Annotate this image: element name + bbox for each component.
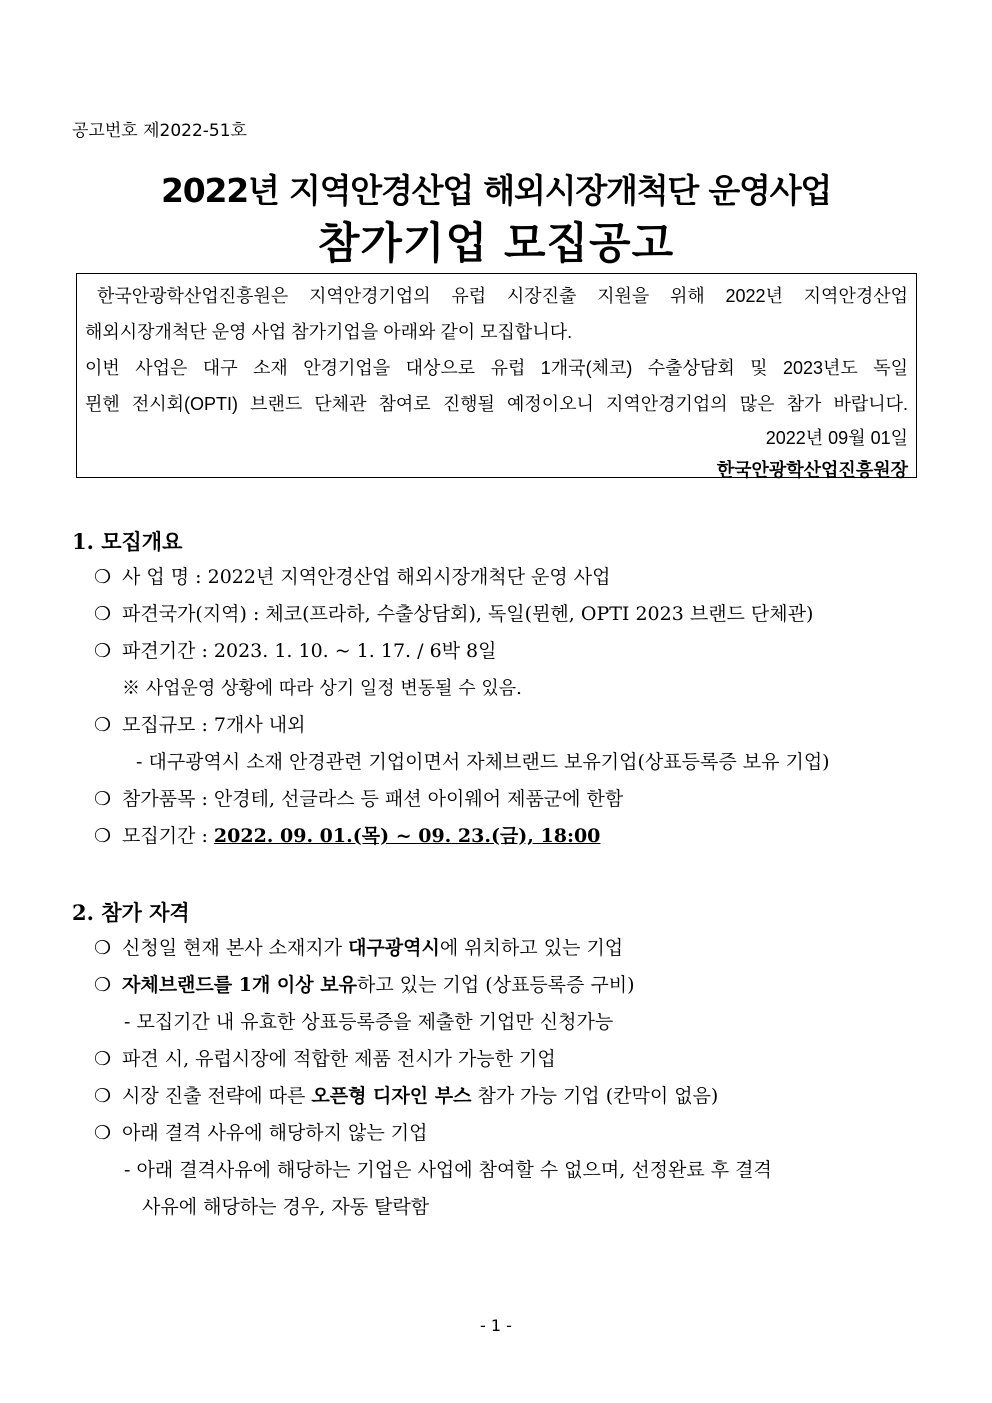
item-text: 참가품목 : 안경테, 선글라스 등 패션 아이웨어 제품군에 한함 [122, 788, 624, 810]
item-text: 사 업 명 : 2022년 지역안경산업 해외시장개척단 운영 사업 [122, 566, 611, 588]
sub-item-continued: 사유에 해당하는 경우, 자동 탈락함 [142, 1196, 430, 1218]
list-item [72, 1115, 772, 1152]
section-title: 2. 참가 자격 [72, 900, 190, 925]
bullet-icon: ❍ [94, 788, 112, 810]
bullet-icon: ❍ [94, 825, 112, 847]
bullet-icon: ❍ [94, 1048, 112, 1070]
recruitment-period: 2022. 09. 01.(목) ~ 09. 23.(금), 18:00 [213, 825, 601, 847]
item-label: 모집기간 : [122, 825, 214, 847]
intro-line-4: 뮌헨 전시회(OPTI) 브랜드 단체관 참여로 진행될 예정이오니 지역안경기업의 많은 참가 바랍니다. [85, 394, 908, 414]
bullet-icon: ❍ [94, 714, 112, 736]
sub-item: - 모집기간 내 유효한 상표등록증을 제출한 기업만 신청가능 [124, 1011, 614, 1033]
bullet-icon: ❍ [94, 937, 112, 959]
sub-item: - 아래 결격사유에 해당하는 기업은 사업에 참여할 수 없으며, 선정완료 후 결격 [124, 1159, 772, 1181]
intro-line-2: 해외시장개척단 운영 사업 참가기업을 아래와 같이 모집합니다. [85, 322, 573, 342]
page-number: - 1 - [480, 1316, 512, 1335]
bullet-icon: ❍ [94, 566, 112, 588]
list-item [72, 559, 830, 596]
intro-line-1: 한국안광학산업진흥원은 지역안경기업의 유럽 시장진출 지원을 위해 2022년 지역안경산업 [97, 286, 908, 306]
bullet-icon: ❍ [94, 1085, 112, 1107]
item-text: 시장 진출 전략에 따른 [122, 1085, 312, 1107]
schedule-note: ※ 사업운영 상황에 따라 상기 일정 변동될 수 있음. [122, 678, 522, 699]
intro-line-3: 이번 사업은 대구 소재 안경기업을 대상으로 유럽 1개국(체코) 수출상담회 및 2023년도 독일 [85, 358, 908, 378]
section-overview [72, 525, 830, 855]
intro-box [76, 273, 917, 478]
sub-item: - 대구광역시 소재 안경관련 기업이면서 자체브랜드 보유기업(상표등록증 보유 기업) [136, 751, 830, 773]
item-text: 아래 결격 사유에 해당하지 않는 기업 [122, 1122, 428, 1144]
bullet-icon: ❍ [94, 974, 112, 996]
item-text: 참가 가능 기업 (칸막이 없음) [471, 1085, 719, 1107]
list-item [72, 633, 830, 670]
item-emphasis: 오픈형 디자인 부스 [311, 1085, 472, 1107]
announcement-date: 2022년 09월 01일 [765, 428, 908, 448]
list-item [72, 967, 772, 1004]
item-text: 파견기간 : 2023. 1. 10. ~ 1. 17. / 6박 8일 [122, 640, 497, 662]
item-text: 에 위치하고 있는 기업 [439, 937, 624, 959]
section-eligibility [72, 896, 772, 1226]
notice-number: 공고번호 제2022-51호 [72, 121, 247, 141]
item-text: 파견국가(지역) : 체코(프라하, 수출상담회), 독일(뮌헨, OPTI 2023 브랜드 단체관) [122, 603, 814, 625]
title-line-2: 참가기업 모집공고 [317, 219, 675, 269]
bullet-icon: ❍ [94, 603, 112, 625]
section-title: 1. 모집개요 [72, 529, 183, 554]
item-text: 파견 시, 유럽시장에 적합한 제품 전시가 가능한 기업 [122, 1048, 556, 1070]
list-item [72, 781, 830, 818]
item-emphasis: 자체브랜드를 1개 이상 보유 [122, 974, 357, 996]
list-item [72, 930, 772, 967]
title-line-1: 2022년 지역안경산업 해외시장개척단 운영사업 [160, 171, 832, 210]
list-item [72, 1041, 772, 1078]
item-text: 모집규모 : 7개사 내외 [122, 714, 306, 736]
bullet-icon: ❍ [94, 1122, 112, 1144]
item-text: 하고 있는 기업 (상표등록증 구비) [356, 974, 635, 996]
list-item [72, 1078, 772, 1115]
list-item [72, 707, 830, 744]
item-emphasis: 대구광역시 [348, 937, 440, 959]
list-item [72, 818, 830, 855]
signature: 한국안광학산업진흥원장 [716, 460, 908, 480]
item-text: 신청일 현재 본사 소재지가 [122, 937, 349, 959]
list-item [72, 596, 830, 633]
bullet-icon: ❍ [94, 640, 112, 662]
